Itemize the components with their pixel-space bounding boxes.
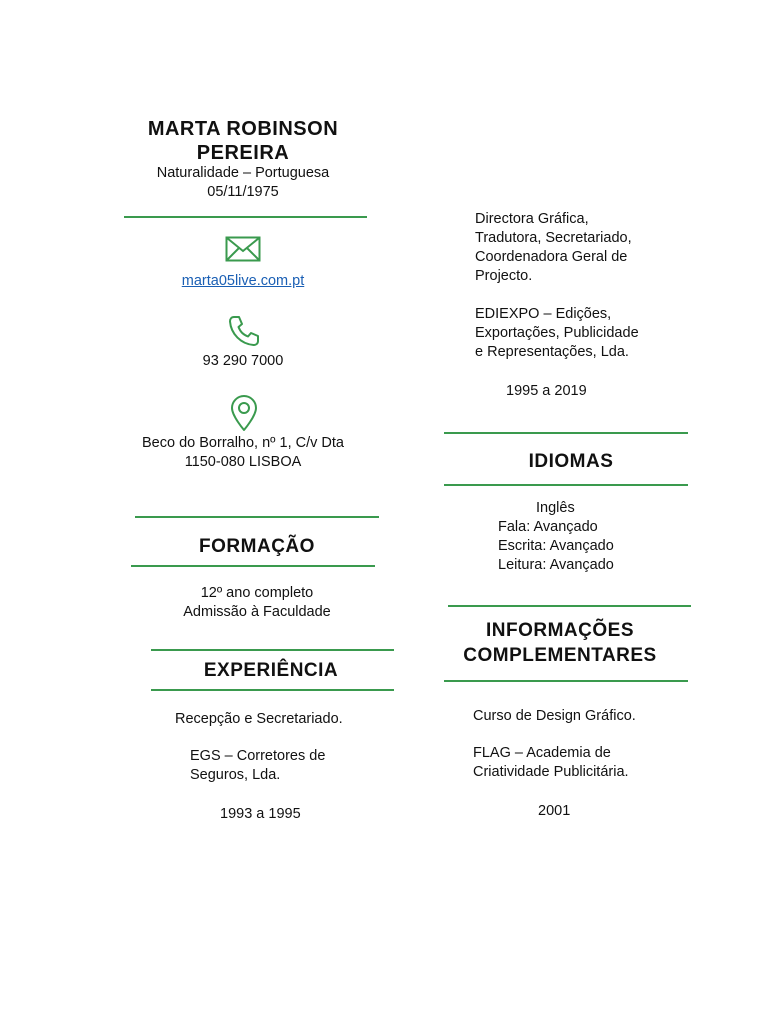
complementares-year: 2001 [538, 803, 571, 819]
complementares-divider-bottom [444, 680, 688, 682]
name-line-2: PEREIRA [196, 142, 290, 164]
complementares-heading-line-1: INFORMAÇÕES [486, 620, 634, 641]
idiomas-divider-top [444, 432, 688, 434]
name-line-1: MARTA ROBINSON [147, 118, 339, 140]
experiencia-divider-bottom [151, 689, 394, 691]
phone-icon [227, 314, 261, 348]
experiencia-role-2-line-3: Coordenadora Geral de [475, 249, 628, 265]
experiencia-heading: EXPERIÊNCIA [203, 660, 339, 681]
formacao-divider-top [135, 516, 379, 518]
idiomas-escrita: Escrita: Avançado [498, 538, 614, 554]
formacao-line-2: Admissão à Faculdade [183, 604, 331, 620]
idiomas-language: Inglês [536, 500, 575, 516]
phone-number: 93 290 7000 [202, 353, 284, 369]
complementares-school-line-2: Criatividade Publicitária. [473, 764, 629, 780]
formacao-line-1: 12º ano completo [200, 585, 314, 601]
formacao-heading: FORMAÇÃO [199, 536, 315, 557]
experiencia-period-2: 1995 a 2019 [506, 383, 587, 399]
email-link[interactable]: marta05live.com.pt [181, 273, 305, 289]
idiomas-heading: IDIOMAS [528, 451, 614, 472]
experiencia-company-2-line-3: e Representações, Lda. [475, 344, 629, 360]
experiencia-company-2-line-2: Exportações, Publicidade [475, 325, 639, 341]
birthdate: 05/11/1975 [207, 184, 279, 200]
experiencia-company-1-line-1: EGS – Corretores de [190, 748, 326, 764]
experiencia-role-1: Recepção e Secretariado. [175, 711, 343, 727]
experiencia-role-2-line-4: Projecto. [475, 268, 533, 284]
complementares-school-line-1: FLAG – Academia de [473, 745, 611, 761]
formacao-divider-bottom [131, 565, 375, 567]
idiomas-fala: Fala: Avançado [498, 519, 598, 535]
experiencia-role-2-line-1: Directora Gráfica, [475, 211, 589, 227]
experiencia-divider-top [151, 649, 394, 651]
experiencia-period-1: 1993 a 1995 [220, 806, 301, 822]
experiencia-company-2-line-1: EDIEXPO – Edições, [475, 306, 612, 322]
idiomas-divider-bottom [444, 484, 688, 486]
complementares-heading-line-2: COMPLEMENTARES [463, 645, 657, 666]
idiomas-leitura: Leitura: Avançado [498, 557, 614, 573]
location-pin-icon [229, 394, 259, 432]
experiencia-role-2-line-2: Tradutora, Secretariado, [475, 230, 632, 246]
header-divider [124, 216, 367, 218]
complementares-divider-top [448, 605, 691, 607]
address-line-2: 1150-080 LISBOA [184, 454, 302, 470]
envelope-icon [225, 236, 261, 262]
experiencia-company-1-line-2: Seguros, Lda. [190, 767, 281, 783]
complementares-course: Curso de Design Gráfico. [473, 708, 636, 724]
address-line-1: Beco do Borralho, nº 1, C/v Dta [142, 435, 344, 451]
nationality: Naturalidade – Portuguesa [156, 165, 330, 181]
